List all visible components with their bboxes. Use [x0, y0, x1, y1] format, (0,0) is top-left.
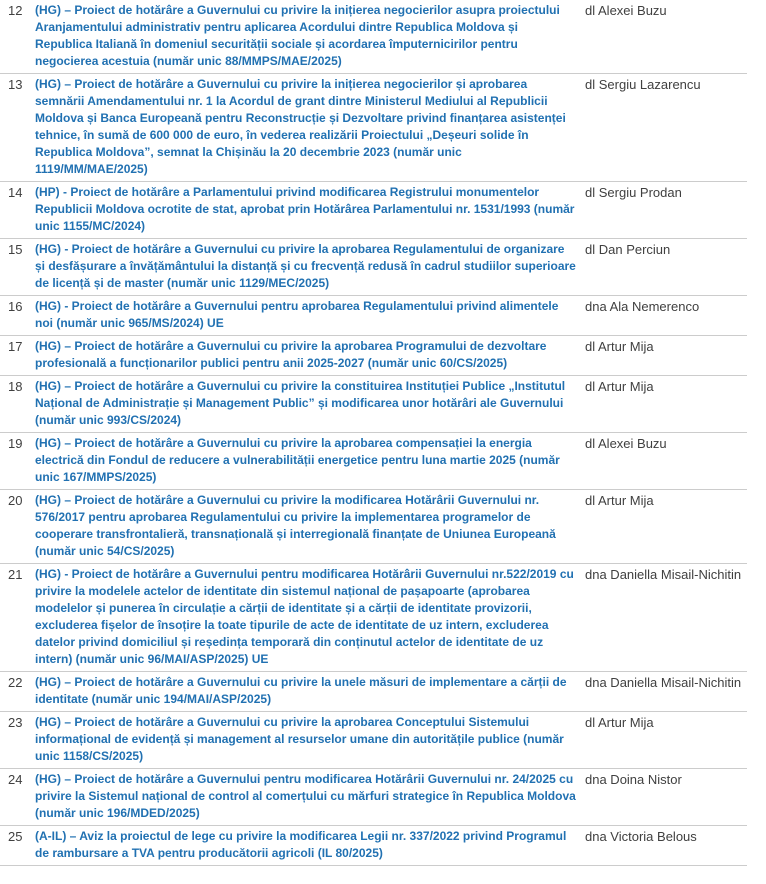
item-title-cell [35, 828, 585, 862]
item-title-cell [35, 771, 585, 822]
item-presenter: dl Artur Mija [585, 493, 654, 508]
item-number: 20 [8, 493, 23, 508]
item-number: 23 [8, 715, 23, 730]
item-number: 17 [8, 339, 23, 354]
item-presenter: dna Doina Nistor [585, 772, 682, 787]
item-title-link[interactable]: (A-IL) – Aviz la proiectul de lege cu privire la modificarea Legii nr. 337/2022 privind Programul de rambursare a TVA pentru producătorii agricoli (IL 80/2025) [35, 829, 567, 860]
item-number: 15 [8, 242, 23, 257]
item-title-cell [35, 566, 585, 668]
item-title-cell [35, 76, 585, 178]
agenda-row [0, 490, 747, 564]
item-presenter: dl Alexei Buzu [585, 436, 667, 451]
item-presenter: dna Daniella Misail-Nichitin [585, 567, 742, 582]
item-title-link[interactable]: (HG) – Proiect de hotărâre a Guvernului cu privire la constituirea Instituției Publice „Institutul Național de Administrație și Management Public” și modificarea unor hotărâri ale Guvernului (număr unic 993/CS/2024) [35, 379, 566, 427]
item-presenter: dna Ala Nemerenco [585, 299, 700, 314]
item-number: 18 [8, 379, 23, 394]
item-title-link[interactable]: (HP) - Proiect de hotărâre a Parlamentului privind modificarea Registrului monumentelor Republicii Moldova ocrotite de stat, aprobat prin Hotărârea Parlamentului nr. 1531/1993 (număr unic 1155/MC/2024) [35, 185, 575, 233]
agenda-row [0, 564, 747, 672]
item-title-cell [35, 338, 585, 372]
item-title-link[interactable]: (HG) - Proiect de hotărâre a Guvernului pentru modificarea Hotărârii Guvernului nr.522/2019 cu privire la modelele actelor de identitate din sistemul național de pașapoarte (aprobarea modelelor și punerea în circulație a cărții de identitate și a cărții de identitate provizorii, excluderea fișelor de însoțire la toate tipurile de acte de identitate de uz intern, excluderea datelor privind domiciliul și reședința temporară din conținutul actelor de identitate de uz intern) (număr unic 96/MAI/ASP/2025) UE [35, 567, 574, 666]
item-title-cell [35, 492, 585, 560]
item-title-link[interactable]: (HG) - Proiect de hotărâre a Guvernului cu privire la aprobarea Regulamentului de organizare și desfășurare a învățământului la distanță și cu frecvență redusă în cadrul studiilor superioare de licență și de master (număr unic 1129/MEC/2025) [35, 242, 576, 290]
item-presenter: dl Artur Mija [585, 339, 654, 354]
item-number: 12 [8, 3, 23, 18]
item-title-cell [35, 674, 585, 708]
item-number: 24 [8, 772, 23, 787]
item-number: 22 [8, 675, 23, 690]
item-number: 25 [8, 829, 23, 844]
agenda-row [0, 296, 747, 336]
item-title-cell [35, 241, 585, 292]
item-number: 13 [8, 77, 23, 92]
item-title-link[interactable]: (HG) – Proiect de hotărâre a Guvernului cu privire la modificarea Hotărârii Guvernului nr. 576/2017 pentru aprobarea Regulamentului cu privire la implementarea programelor de cooperare transfrontalieră, transnațională și interregională finanțate de Uniunea Europeană (număr unic 54/CS/2025) [35, 493, 556, 558]
item-presenter: dl Sergiu Lazarencu [585, 77, 701, 92]
agenda-row [0, 182, 747, 239]
item-title-link[interactable]: (HG) – Proiect de hotărâre a Guvernului pentru modificarea Hotărârii Guvernului nr. 24/2025 cu privire la Sistemul național de control al comerțului cu mărfuri strategice în Republica Moldova (număr unic 196/MDED/2025) [35, 772, 576, 820]
item-title-cell [35, 184, 585, 235]
item-title-link[interactable]: (HG) – Proiect de hotărâre a Guvernului cu privire la aprobarea compensației la energia electrică din Fondul de reducere a vulnerabilității energetice pentru luna martie 2025 (număr unic 167/MMPS/2025) [35, 436, 560, 484]
item-title-link[interactable]: (HG) – Proiect de hotărâre a Guvernului cu privire la aprobarea Programului de dezvoltare profesională a funcționarilor publici pentru anii 2025-2027 (număr unic 60/CS/2025) [35, 339, 547, 370]
agenda-row [0, 0, 747, 74]
item-presenter: dna Victoria Belous [585, 829, 697, 844]
item-title-cell [35, 435, 585, 486]
agenda-row [0, 769, 747, 826]
agenda-row [0, 826, 747, 866]
item-title-link[interactable]: (HG) – Proiect de hotărâre a Guvernului cu privire la aprobarea Conceptului Sistemului informațional de evidență și management al resurselor umane din autoritățile publice (număr unic 1158/CS/2025) [35, 715, 564, 763]
item-title-link[interactable]: (HG) – Proiect de hotărâre a Guvernului cu privire la inițierea negocierilor și aprobarea semnării Amendamentului nr. 1 la Acordul de grant dintre Ministerul Mediului al Republicii Moldova și Banca Europeană pentru Reconstrucție și Dezvoltare privind finanțarea asistenței tehnice, în sumă de 600 000 de euro, în vederea realizării Proiectului „Deșeuri solide în Republica Moldova”, semnat la Chișinău la 20 decembrie 2023 (număr unic 1119/MM/MAE/2025) [35, 77, 566, 176]
agenda-row [0, 712, 747, 769]
item-presenter: dl Artur Mija [585, 379, 654, 394]
item-number: 19 [8, 436, 23, 451]
item-title-cell [35, 2, 585, 70]
item-title-link[interactable]: (HG) – Proiect de hotărâre a Guvernului cu privire la unele măsuri de implementare a cărții de identitate (număr unic 194/MAI/ASP/2025) [35, 675, 567, 706]
agenda-row [0, 672, 747, 712]
item-title-cell [35, 378, 585, 429]
item-title-link[interactable]: (HG) - Proiect de hotărâre a Guvernului pentru aprobarea Regulamentului privind alimentele noi (număr unic 965/MS/2024) UE [35, 299, 559, 330]
agenda-row [0, 433, 747, 490]
item-number: 16 [8, 299, 23, 314]
agenda-row [0, 74, 747, 182]
item-presenter: dl Alexei Buzu [585, 3, 667, 18]
item-title-link[interactable]: (HG) – Proiect de hotărâre a Guvernului cu privire la inițierea negocierilor asupra proiectului Aranjamentului administrativ pentru aplicarea Acordului dintre Republica Moldova și Republica Italiană în domeniul securității sociale și acordarea împuternicirilor pentru negocierea acestuia (număr unic 88/MMPS/MAE/2025) [35, 3, 560, 68]
item-number: 21 [8, 567, 23, 582]
item-number: 14 [8, 185, 23, 200]
item-presenter: dna Daniella Misail-Nichitin [585, 675, 742, 690]
agenda-row [0, 336, 747, 376]
item-title-cell [35, 714, 585, 765]
item-title-cell [35, 298, 585, 332]
agenda-row [0, 376, 747, 433]
item-presenter: dl Sergiu Prodan [585, 185, 682, 200]
item-presenter: dl Dan Perciun [585, 242, 671, 257]
agenda-row [0, 239, 747, 296]
item-presenter: dl Artur Mija [585, 715, 654, 730]
